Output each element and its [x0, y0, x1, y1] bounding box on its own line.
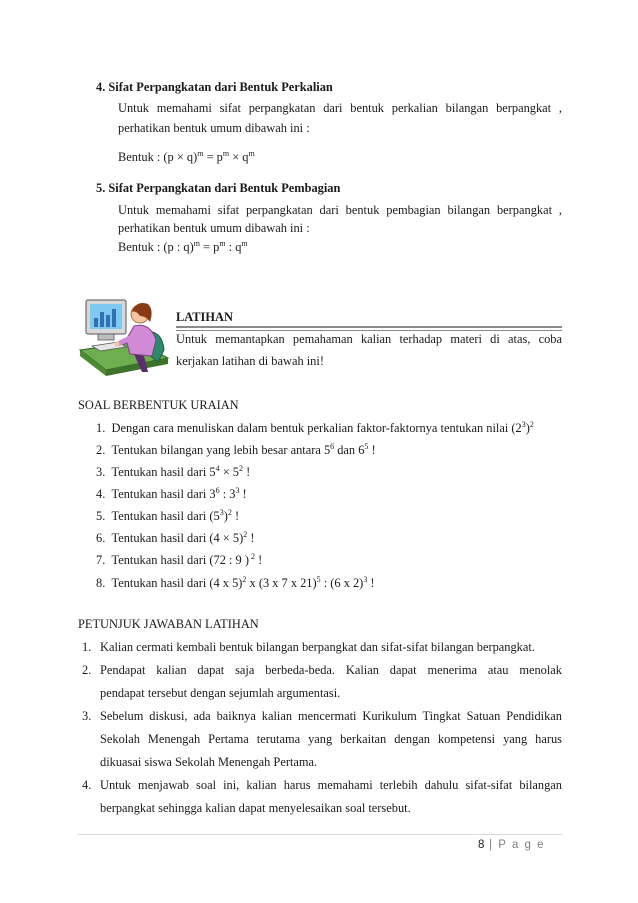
- latihan-rule-thin: [176, 330, 562, 331]
- petunjuk-num: 1.: [82, 640, 92, 654]
- woman-at-computer-illustration: [78, 292, 170, 378]
- petunjuk-num: 2.: [82, 663, 92, 677]
- soal-item: 5. Tentukan hasil dari $(5^3)^2$ !: [96, 507, 240, 523]
- petunjuk-line: pendapat tersebut dengan sejumlah argumentasi.: [100, 686, 341, 700]
- petunjuk-line: berpangkat sehingga kalian dapat menyelesaikan soal tersebut.: [100, 801, 411, 815]
- petunjuk-line: Pendapat kalian dapat saja berbeda-beda. Kalian dapat menerima atau menolak: [100, 663, 562, 677]
- page-number: 8: [478, 839, 485, 851]
- section4-line2: perhatikan bentuk umum dibawah ini :: [118, 121, 310, 135]
- soal-item: 2. Tentukan bilangan yang lebih besar antara $5^6$ dan $6^5$ !: [96, 441, 376, 457]
- section5-line1: Untuk memahami sifat perpangkatan dari bentuk pembagian bilangan berpangkat ,: [118, 203, 562, 217]
- soal-item: 8. Tentukan hasil dari (4 x 5)$^2$ x (3 x 7 x 21)$^5$ : (6 x 2)$^3$ !: [96, 574, 375, 590]
- petunjuk-line: Untuk menjawab soal ini, kalian harus memahami terlebih dahulu sifat-sifat bilangan: [100, 778, 562, 792]
- soal-item: 4. Tentukan hasil dari $3^6$ : $3^3$ !: [96, 485, 247, 501]
- page-word: P a g e: [498, 839, 546, 851]
- soal-item: 6. Tentukan hasil dari $(4 \times 5)^2$ !: [96, 529, 255, 545]
- petunjuk-num: 3.: [82, 709, 92, 723]
- petunjuk-num: 4.: [82, 778, 92, 792]
- section5-line2: perhatikan bentuk umum dibawah ini :: [118, 221, 310, 235]
- petunjuk-line: Sekolah Menengah Pertama terutama yang berkaitan dengan kompetensi yang harus: [100, 732, 562, 746]
- section4-line1: Untuk memahami sifat perpangkatan dari bentuk perkalian bilangan berpangkat ,: [118, 101, 562, 115]
- latihan-line2: kerjakan latihan di bawah ini!: [176, 354, 324, 368]
- latihan-line1: Untuk memantapkan pemahaman kalian terhadap materi di atas, coba: [176, 332, 562, 346]
- section4-formula: Bentuk : $(p \times q)^m = p^m \times q^m$: [118, 148, 255, 164]
- petunjuk-line: Kalian cermati kembali bentuk bilangan berpangkat dan sifat-sifat bilangan berpangkat.: [100, 640, 535, 654]
- soal-item: 1. Dengan cara menuliskan dalam bentuk perkalian faktor-faktornya tentukan nilai $(2^3)^2$: [96, 419, 534, 435]
- soal-item: 3. Tentukan hasil dari $5^4 \times 5^2$ !: [96, 463, 251, 479]
- petunjuk-heading: PETUNJUK JAWABAN LATIHAN: [78, 617, 259, 631]
- petunjuk-line: dikuasai siswa Sekolah Menengah Pertama.: [100, 755, 318, 769]
- soal-heading: SOAL BERBENTUK URAIAN: [78, 398, 239, 412]
- page-number-footer: 8 | P a g e: [478, 839, 546, 851]
- latihan-rule-top: [176, 326, 562, 328]
- petunjuk-line: Sebelum diskusi, ada baiknya kalian mencermati Kurikulum Tingkat Satuan Pendidikan: [100, 709, 562, 723]
- section5-formula: Bentuk : (p : $q)^m = p^m$ : $q^m$: [118, 238, 248, 254]
- section5-heading: 5. Sifat Perpangkatan dari Bentuk Pembagian: [96, 181, 341, 195]
- soal-item: 7. Tentukan hasil dari (72 : 9 ) $^2$ !: [96, 551, 263, 567]
- section4-heading: 4. Sifat Perpangkatan dari Bentuk Perkalian: [96, 80, 333, 94]
- latihan-title: LATIHAN: [176, 310, 233, 324]
- footer-divider: [78, 834, 562, 835]
